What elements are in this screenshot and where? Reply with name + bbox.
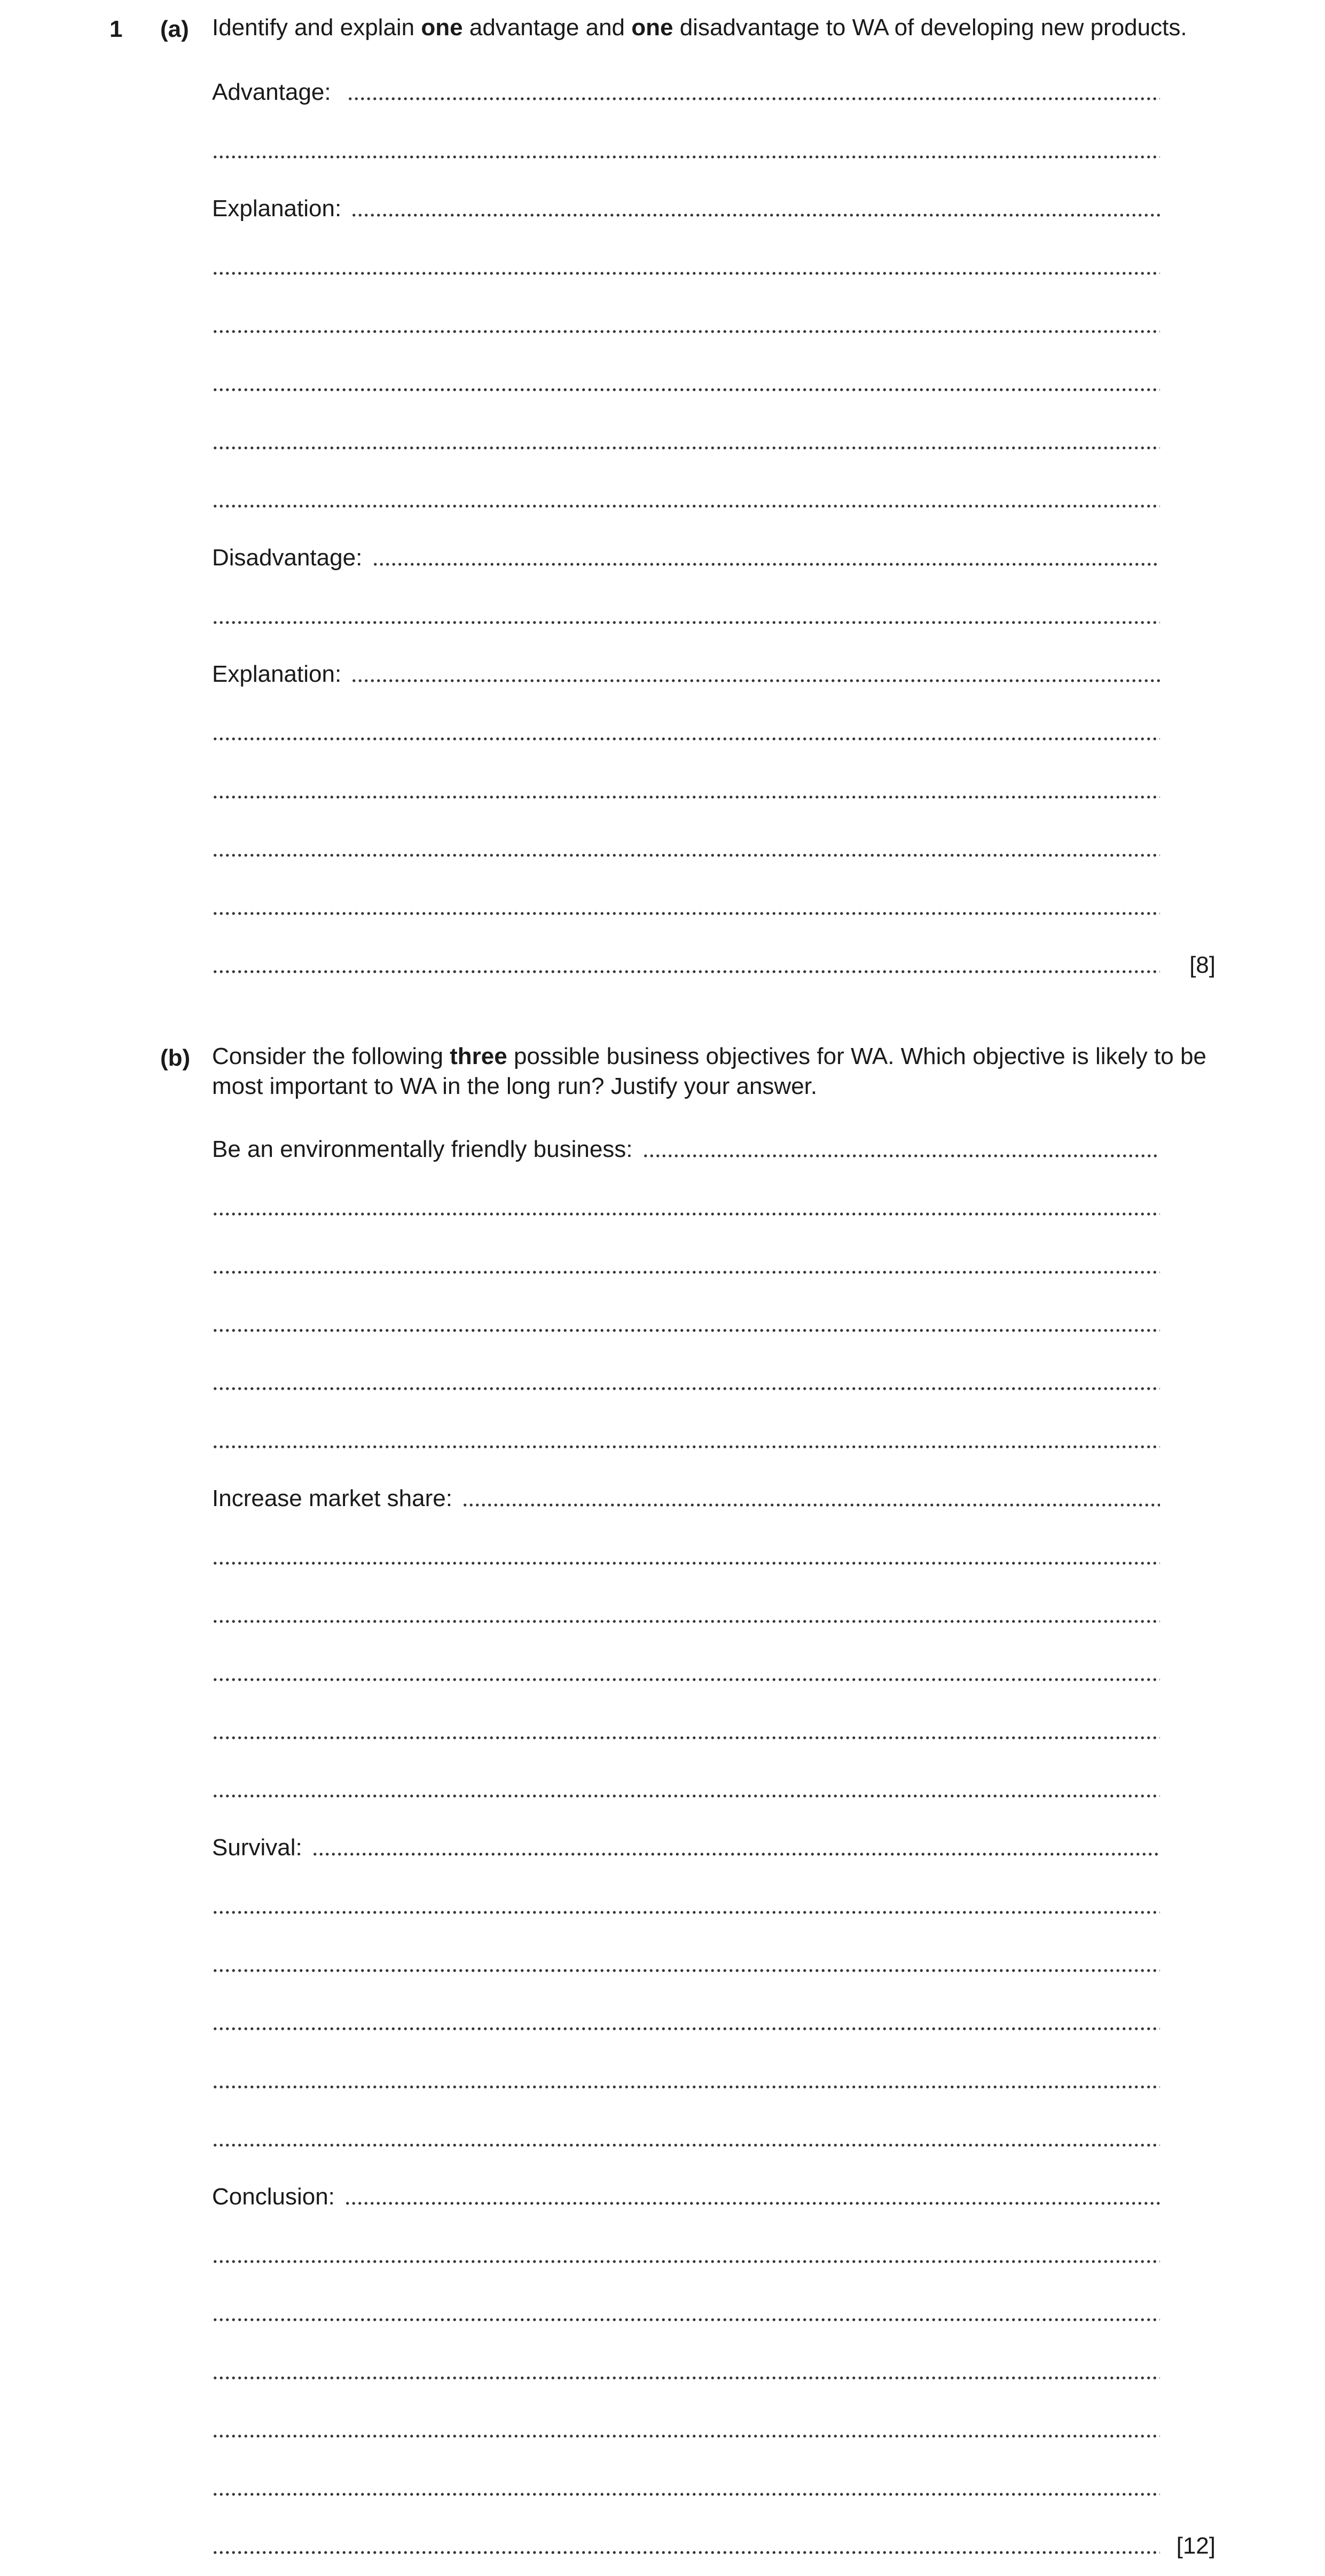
answer-line-label: Conclusion: (212, 2184, 342, 2210)
dotted-line (312, 1852, 1160, 1856)
dotted-line (212, 1794, 1160, 1798)
question-text-segment: advantage and (462, 14, 632, 41)
answer-line[interactable] (212, 136, 1160, 166)
answer-line[interactable] (212, 427, 1160, 456)
answer-line[interactable] (212, 252, 1160, 282)
answer-line[interactable] (212, 485, 1160, 515)
labelled-answer-line[interactable] (212, 1135, 1160, 1164)
dotted-line (212, 388, 1160, 392)
dotted-line (347, 97, 1160, 101)
answer-line[interactable] (212, 1251, 1160, 1281)
dotted-line (212, 1328, 1160, 1333)
dotted-line (212, 329, 1160, 334)
dotted-line (212, 2259, 1160, 2264)
question-text-segment: one (421, 14, 463, 41)
labelled-answer-line[interactable] (212, 659, 1160, 689)
answer-line[interactable] (212, 1658, 1160, 1688)
dotted-line (212, 737, 1160, 741)
answer-line[interactable] (212, 1891, 1160, 1921)
dotted-line (212, 1387, 1160, 1391)
dotted-line (212, 2318, 1160, 2322)
question-text-segment: Consider the following (212, 1043, 450, 1069)
question-text-segment: Identify and explain (212, 14, 421, 41)
answer-line[interactable] (212, 1309, 1160, 1339)
question-text-segment: three (450, 1043, 507, 1069)
dotted-line (462, 1503, 1160, 1507)
answer-line[interactable] (212, 2531, 1160, 2561)
answer-line[interactable] (212, 368, 1160, 398)
question-text-segment: possible business objectives for WA. Which objective is likely to be most important to WA in the long run? Justify your answer. (212, 1043, 1206, 1099)
answer-line-label: Explanation: (212, 195, 348, 222)
answer-line[interactable] (212, 1367, 1160, 1397)
answer-line[interactable] (212, 718, 1160, 747)
part-a-marks: [8] (1189, 952, 1216, 978)
part-a-question-text (212, 13, 1216, 43)
dotted-line (212, 1561, 1160, 1565)
answer-line[interactable] (212, 1425, 1160, 1455)
dotted-line (372, 562, 1160, 566)
answer-line[interactable] (212, 601, 1160, 631)
dotted-line (212, 271, 1160, 275)
dotted-line (212, 1619, 1160, 1624)
dotted-line (212, 1968, 1160, 1973)
answer-line-label: Disadvantage: (212, 545, 369, 571)
dotted-line (212, 2376, 1160, 2380)
answer-line-label: Explanation: (212, 661, 348, 687)
dotted-line (212, 2027, 1160, 2031)
dotted-line (212, 1445, 1160, 1449)
labelled-answer-line[interactable] (212, 1484, 1160, 1514)
answer-line[interactable] (212, 1775, 1160, 1805)
dotted-line (212, 853, 1160, 857)
dotted-line (212, 1212, 1160, 1216)
answer-line[interactable] (212, 2298, 1160, 2328)
labelled-answer-line[interactable] (212, 2182, 1160, 2212)
answer-line-label: Increase market share: (212, 1485, 459, 1511)
dotted-line (212, 1270, 1160, 1274)
dotted-line (212, 1736, 1160, 1740)
dotted-line (212, 2143, 1160, 2147)
dotted-line (212, 970, 1160, 974)
labelled-answer-line[interactable] (212, 1833, 1160, 1863)
labelled-answer-line[interactable] (212, 543, 1160, 573)
dotted-line (351, 213, 1160, 217)
dotted-line (212, 2434, 1160, 2438)
dotted-line (212, 1677, 1160, 1682)
answer-line[interactable] (212, 950, 1160, 980)
answer-line[interactable] (212, 2240, 1160, 2270)
question-text-segment: disadvantage to WA of developing new products. (673, 14, 1187, 41)
answer-line[interactable] (212, 310, 1160, 340)
answer-line[interactable] (212, 2473, 1160, 2503)
dotted-line (212, 504, 1160, 508)
dotted-line (212, 2550, 1160, 2555)
answer-line[interactable] (212, 1949, 1160, 1979)
answer-line[interactable] (212, 892, 1160, 922)
dotted-line (212, 620, 1160, 625)
dotted-line (212, 155, 1160, 159)
labelled-answer-line[interactable] (212, 194, 1160, 224)
answer-line[interactable] (212, 1193, 1160, 1223)
answer-line[interactable] (212, 2124, 1160, 2154)
question-number: 1 (109, 16, 123, 42)
answer-line[interactable] (212, 1542, 1160, 1572)
answer-line[interactable] (212, 2415, 1160, 2445)
dotted-line (212, 911, 1160, 916)
question-text-segment: one (631, 14, 673, 41)
dotted-line (212, 795, 1160, 799)
answer-line[interactable] (212, 776, 1160, 806)
dotted-line (212, 2085, 1160, 2089)
part-b-question-text (212, 1042, 1216, 1101)
answer-line[interactable] (212, 1716, 1160, 1746)
dotted-line (212, 2492, 1160, 2496)
answer-line[interactable] (212, 1600, 1160, 1630)
answer-line[interactable] (212, 2357, 1160, 2386)
part-b-label: (b) (160, 1045, 191, 1071)
dotted-line (642, 1154, 1160, 1158)
dotted-line (344, 2201, 1160, 2205)
answer-line[interactable] (212, 2066, 1160, 2096)
dotted-line (212, 446, 1160, 450)
dotted-line (212, 1910, 1160, 1915)
answer-line[interactable] (212, 2007, 1160, 2037)
answer-line-label: Be an environmentally friendly business: (212, 1136, 639, 1162)
part-b-marks: [12] (1176, 2533, 1216, 2559)
answer-line[interactable] (212, 834, 1160, 864)
answer-line-label: Advantage: (212, 79, 344, 105)
labelled-answer-line[interactable] (212, 77, 1160, 107)
part-a-label: (a) (160, 16, 189, 42)
dotted-line (351, 679, 1160, 683)
answer-line-label: Survival: (212, 1834, 309, 1861)
